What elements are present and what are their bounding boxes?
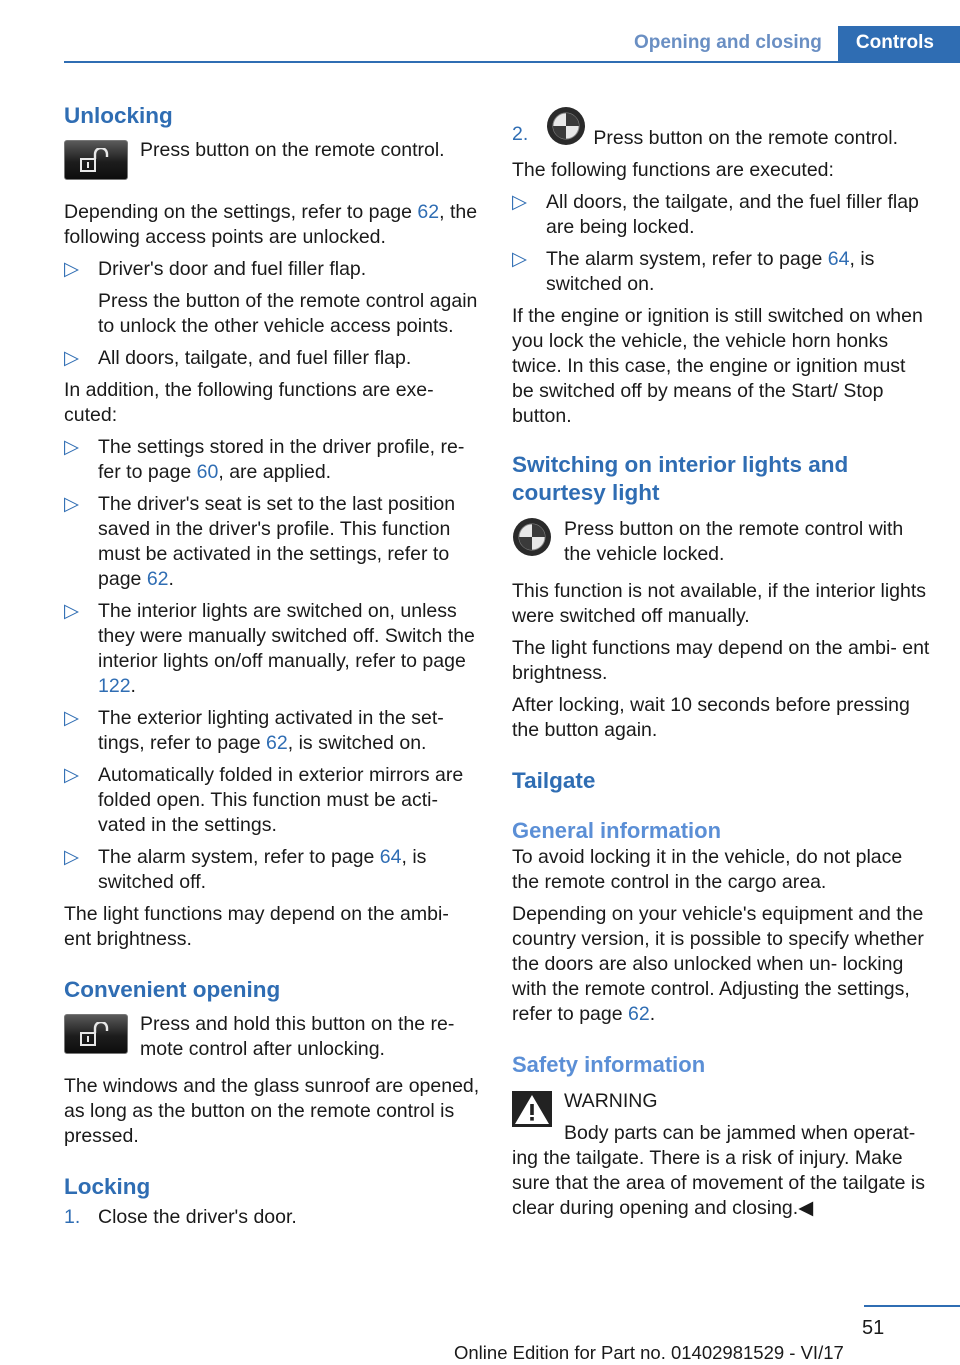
list-item-note: Press the button of the remote control again to unlock the other vehicle access points.	[98, 290, 478, 337]
convenient-button-row	[64, 1012, 480, 1062]
bmw-logo-button-icon	[546, 106, 586, 146]
page-link[interactable]: 64	[379, 846, 402, 868]
executed-intro: The following functions are executed:	[512, 159, 834, 181]
interior-lights-heading: Switching on interior lights and courtesy light	[512, 452, 849, 505]
warning-label: WARNING	[564, 1090, 658, 1112]
triangle-right-icon: ▷	[512, 248, 527, 270]
locking-functions-list	[512, 190, 932, 297]
list-item: 1. Close the driver's door.	[64, 1206, 297, 1228]
triangle-right-icon: ▷	[64, 258, 79, 280]
convenient-body: The windows and the glass sunroof are opened, as long as the button on the remote control is pressed.	[64, 1075, 480, 1147]
unlock-button-text: Press button on the remote control.	[140, 139, 445, 161]
interior-p3: After locking, wait 10 seconds before pressing the button again.	[512, 694, 910, 741]
bmw-logo-button-icon	[512, 517, 552, 557]
step-number: 1.	[64, 1206, 81, 1228]
unlock-functions-list	[64, 435, 480, 895]
general-p1: To avoid locking it in the vehicle, do not place the remote control in the cargo area.	[512, 846, 903, 893]
list-item: ▷ The alarm system, refer to page 64, is switched off.	[64, 846, 427, 893]
general-info-heading: General information	[512, 818, 722, 843]
triangle-right-icon: ▷	[64, 436, 79, 458]
footer-edition: Online Edition for Part no. 01402981529 - VI/17	[454, 1342, 844, 1363]
page-link[interactable]: 62	[628, 1003, 650, 1025]
right-column	[512, 122, 932, 1221]
tailgate-heading: Tailgate	[512, 768, 596, 793]
interior-button-text: Press button on the remote control with the vehicle locked.	[564, 518, 904, 565]
page-link[interactable]: 64	[827, 248, 850, 270]
warning-text: Body parts can be jammed when operat‐ ing the tailgate. There is a risk of injury. Make sure that the area of movement of the tailgate is clear during opening and closing.◀	[512, 1122, 925, 1219]
triangle-right-icon: ▷	[64, 600, 79, 622]
unlocking-intro: Depending on the settings, refer to page 62, the following access points are unlocked.	[64, 201, 478, 248]
list-item: ▷ The exterior lighting activated in the set‐ tings, refer to page 62, is switched on.	[64, 707, 444, 754]
locking-steps-continued	[512, 122, 932, 151]
locking-heading: Locking	[64, 1174, 151, 1199]
unlock-access-list	[64, 257, 480, 371]
general-p2: Depending on your vehicle's equipment and the country version, it is possible to specify whether the doors are also unlocked when un‐ locking with the remote control. Adjusting the settings, refer to page 62.	[512, 903, 924, 1025]
section-tab[interactable]: Opening and closing	[633, 32, 822, 53]
page-link[interactable]: 60	[196, 461, 219, 483]
page-link[interactable]: 62	[146, 568, 169, 590]
triangle-right-icon: ▷	[64, 347, 79, 369]
list-item: ▷ Driver's door and fuel filler flap. Press the button of the remote control again to unlock the other vehicle access points.	[64, 257, 480, 339]
engine-note: If the engine or ignition is still switched on when you lock the vehicle, the vehicle horn honks twice. In this case, the engine or ignition must be switched off by means of the Start/ Stop button.	[512, 305, 923, 427]
step-number: 2.	[512, 123, 529, 145]
unlock-button-icon	[64, 1014, 128, 1054]
footer-rule	[864, 1305, 960, 1307]
unlock-button-row	[64, 138, 480, 188]
triangle-right-icon: ▷	[64, 493, 79, 515]
header-tabs	[618, 26, 960, 62]
unlocking-heading: Unlocking	[64, 103, 173, 128]
list-item: ▷ All doors, the tailgate, and the fuel filler flap are being locked.	[512, 191, 919, 238]
interior-p2: The light functions may depend on the ambi‐ ent brightness.	[512, 637, 930, 684]
list-item: ▷ Automatically folded in exterior mirrors are folded open. This function must be acti‐ vated in the settings.	[64, 764, 464, 836]
warning-block	[512, 1089, 932, 1221]
chapter-tab[interactable]: Controls	[838, 26, 960, 62]
list-item: ▷ The alarm system, refer to page 64, is switched on.	[512, 248, 875, 295]
interior-p1: This function is not available, if the interior lights were switched off manually.	[512, 580, 927, 627]
unlock-button-icon	[64, 140, 128, 180]
interior-button-row	[512, 517, 932, 567]
convenient-opening-heading: Convenient opening	[64, 977, 281, 1002]
list-item: 2. Press button on the remote control.	[512, 122, 932, 151]
left-column	[64, 102, 480, 1237]
locking-steps	[64, 1205, 480, 1230]
page-number: 51	[862, 1317, 885, 1339]
warning-triangle-icon	[512, 1091, 552, 1127]
triangle-right-icon: ▷	[64, 846, 79, 868]
page-link[interactable]: 62	[417, 201, 440, 223]
triangle-right-icon: ▷	[512, 191, 527, 213]
page-link[interactable]: 122	[98, 675, 131, 697]
safety-info-heading: Safety information	[512, 1052, 706, 1077]
list-item: ▷ The settings stored in the driver profile, re‐ fer to page 60, are applied.	[64, 436, 465, 483]
list-item: ▷ The interior lights are switched on, unless they were manually switched off. Switch the interior lights on/off manually, refer to page 122.	[64, 600, 475, 697]
list-item: ▷ All doors, tailgate, and fuel filler flap.	[64, 347, 412, 369]
list-item: ▷ The driver's seat is set to the last position saved in the driver's profile. This function must be activated in the settings, refer to page 62.	[64, 493, 456, 590]
light-note: The light functions may depend on the ambi‐ ent brightness.	[64, 903, 449, 950]
header-rule	[64, 61, 960, 63]
convenient-button-text: Press and hold this button on the re‐ mote control after unlocking.	[140, 1013, 455, 1060]
unlocking-addition: In addition, the following functions are exe‐ cuted:	[64, 379, 434, 426]
page-link[interactable]: 62	[266, 732, 288, 754]
triangle-right-icon: ▷	[64, 707, 79, 729]
triangle-right-icon: ▷	[64, 764, 79, 786]
